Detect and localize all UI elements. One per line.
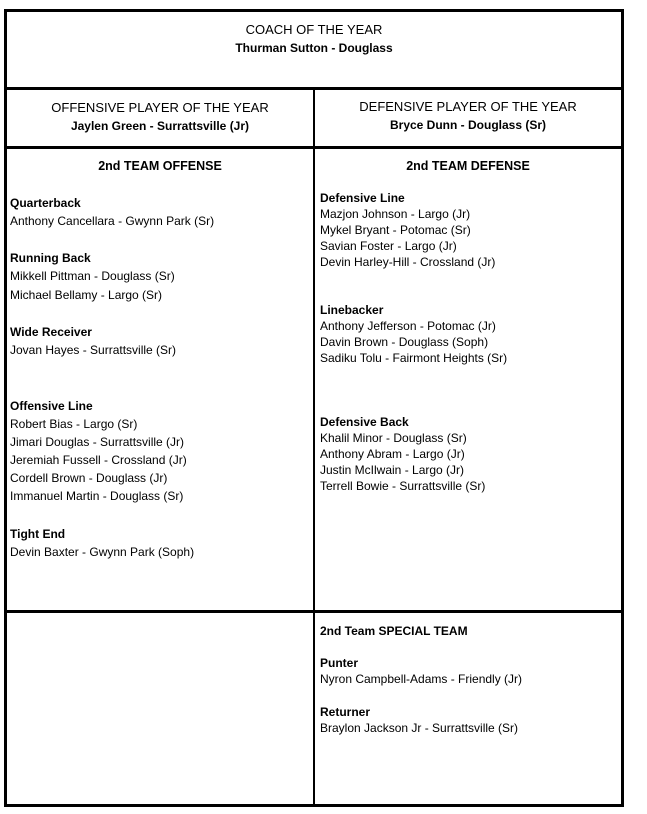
position-label: Defensive Back <box>320 415 409 429</box>
player-entry: Mazjon Johnson - Largo (Jr) <box>320 207 471 221</box>
player-entry: Cordell Brown - Douglass (Jr) <box>10 471 168 485</box>
coach-of-the-year <box>7 22 621 56</box>
player-entry: Immanuel Martin - Douglass (Sr) <box>10 489 184 503</box>
player-entry: Anthony Jefferson - Potomac (Jr) <box>320 319 496 333</box>
player-entry: Devin Baxter - Gwynn Park (Soph) <box>10 545 195 559</box>
player-entry: Jovan Hayes - Surrattsville (Sr) <box>10 343 177 357</box>
offensive-poy-name: Jaylen Green - Surrattsville (Jr) <box>70 119 250 133</box>
defense-heading: 2nd TEAM DEFENSE <box>406 159 530 173</box>
coach-title: COACH OF THE YEAR <box>245 22 383 37</box>
defensive-player-of-the-year <box>315 99 621 133</box>
player-entry: Anthony Abram - Largo (Jr) <box>320 447 465 461</box>
position-label: Returner <box>320 705 371 719</box>
player-entry: Mykel Bryant - Potomac (Sr) <box>320 223 471 237</box>
defensive-poy-name: Bryce Dunn - Douglass (Sr) <box>389 118 547 132</box>
player-entry: Jimari Douglas - Surrattsville (Jr) <box>10 435 185 449</box>
coach-name: Thurman Sutton - Douglass <box>235 41 393 55</box>
offensive-poy-title: OFFENSIVE PLAYER OF THE YEAR <box>51 100 269 115</box>
offensive-player-of-the-year <box>7 100 313 134</box>
player-entry: Justin McIlwain - Largo (Jr) <box>320 463 465 477</box>
player-entry: Mikkell Pittman - Douglass (Sr) <box>10 269 175 283</box>
special-team-column <box>320 623 620 736</box>
offense-group-offensive-line <box>10 398 310 504</box>
defensive-poy-title: DEFENSIVE PLAYER OF THE YEAR <box>359 99 577 114</box>
player-entry: Khalil Minor - Douglass (Sr) <box>320 431 467 445</box>
position-label: Defensive Line <box>320 191 405 205</box>
offense-heading: 2nd TEAM OFFENSE <box>98 159 222 173</box>
player-entry: Devin Harley-Hill - Crossland (Jr) <box>320 255 496 269</box>
position-label: Running Back <box>10 251 91 265</box>
player-entry: Braylon Jackson Jr - Surrattsville (Sr) <box>320 721 519 735</box>
awards-table <box>4 9 624 807</box>
special-heading: 2nd Team SPECIAL TEAM <box>320 624 468 638</box>
position-label: Wide Receiver <box>10 325 92 339</box>
defense-column <box>320 190 620 494</box>
player-entry: Michael Bellamy - Largo (Sr) <box>10 288 163 302</box>
player-entry: Nyron Campbell-Adams - Friendly (Jr) <box>320 672 523 686</box>
position-label: Linebacker <box>320 303 384 317</box>
player-entry: Anthony Cancellara - Gwynn Park (Sr) <box>10 214 215 228</box>
defense-group-defensive-back <box>320 414 620 494</box>
defense-group-linebacker <box>320 302 620 366</box>
position-label: Offensive Line <box>10 399 93 413</box>
defense-group-defensive-line <box>320 190 620 270</box>
player-entry: Jeremiah Fussell - Crossland (Jr) <box>10 453 187 467</box>
player-entry: Savian Foster - Largo (Jr) <box>320 239 457 253</box>
offense-group-wide-receiver <box>10 324 310 358</box>
player-entry: Terrell Bowie - Surrattsville (Sr) <box>320 479 486 493</box>
position-label: Quarterback <box>10 196 81 210</box>
offense-group-tight-end <box>10 526 310 560</box>
column-divider <box>313 90 315 804</box>
special-group-punter <box>320 655 620 687</box>
position-label: Punter <box>320 656 359 670</box>
offense-group-running-back <box>10 250 310 303</box>
position-label: Tight End <box>10 527 66 541</box>
player-entry: Davin Brown - Douglass (Soph) <box>320 335 489 349</box>
offense-group-quarterback <box>10 195 310 229</box>
player-entry: Robert Bias - Largo (Sr) <box>10 417 138 431</box>
offense-column <box>10 195 310 560</box>
special-group-returner <box>320 704 620 736</box>
player-entry: Sadiku Tolu - Fairmont Heights (Sr) <box>320 351 508 365</box>
